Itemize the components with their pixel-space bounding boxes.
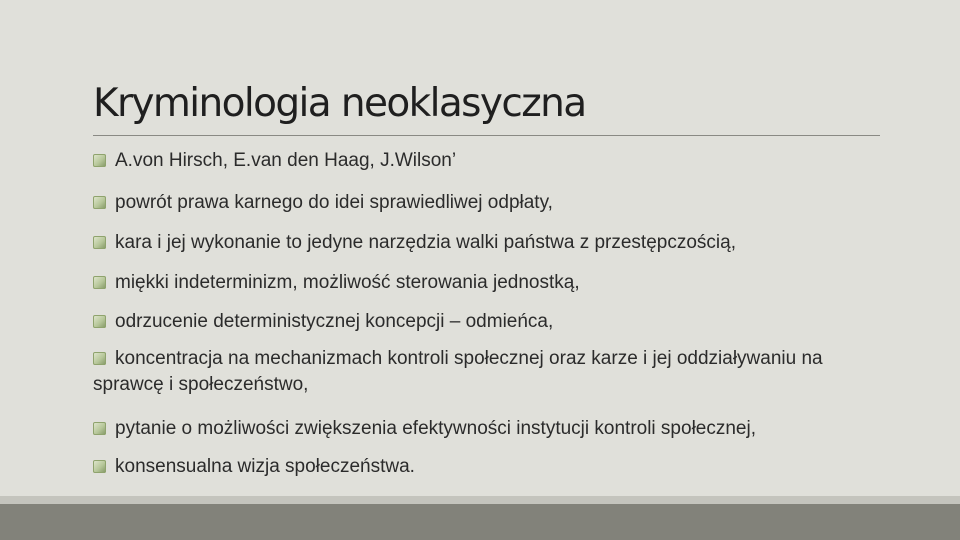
bullet-text-continuation: sprawcę i społeczeństwo, bbox=[93, 374, 309, 395]
bullet-item bbox=[93, 228, 943, 258]
bullet-text: koncentracja na mechanizmach kontroli społecznej oraz karze i jej oddziaływaniu na bbox=[115, 348, 823, 369]
bullet-item bbox=[93, 268, 943, 298]
bullet-text: odrzucenie deterministycznej koncepcji – odmieńca, bbox=[115, 311, 554, 332]
title-underline bbox=[93, 135, 880, 136]
bullet-text: pytanie o możliwości zwiększenia efektywności instytucji kontroli społecznej, bbox=[115, 418, 756, 439]
footer-band bbox=[0, 504, 960, 540]
bullet-item bbox=[93, 346, 943, 398]
checkbox-square-icon bbox=[93, 236, 106, 249]
bullet-item bbox=[93, 307, 943, 337]
bullet-item bbox=[93, 188, 943, 218]
bullet-item bbox=[93, 452, 943, 482]
bullet-text: A.von Hirsch, E.van den Haag, J.Wilson’ bbox=[115, 150, 457, 171]
checkbox-square-icon bbox=[93, 196, 106, 209]
checkbox-square-icon bbox=[93, 352, 106, 365]
checkbox-square-icon bbox=[93, 315, 106, 328]
checkbox-square-icon bbox=[93, 460, 106, 473]
bullet-text: konsensualna wizja społeczeństwa. bbox=[115, 456, 415, 477]
slide-title: Kryminologia neoklasyczna bbox=[93, 81, 586, 126]
bullet-item bbox=[93, 146, 943, 176]
checkbox-square-icon bbox=[93, 276, 106, 289]
bullet-text: miękki indeterminizm, możliwość sterowania jednostką, bbox=[115, 272, 580, 293]
footer-band-light bbox=[0, 496, 960, 504]
bullet-item bbox=[93, 414, 943, 444]
bullet-text: powrót prawa karnego do idei sprawiedliwej odpłaty, bbox=[115, 192, 553, 213]
bullet-text: kara i jej wykonanie to jedyne narzędzia walki państwa z przestępczością, bbox=[115, 232, 736, 253]
checkbox-square-icon bbox=[93, 422, 106, 435]
checkbox-square-icon bbox=[93, 154, 106, 167]
